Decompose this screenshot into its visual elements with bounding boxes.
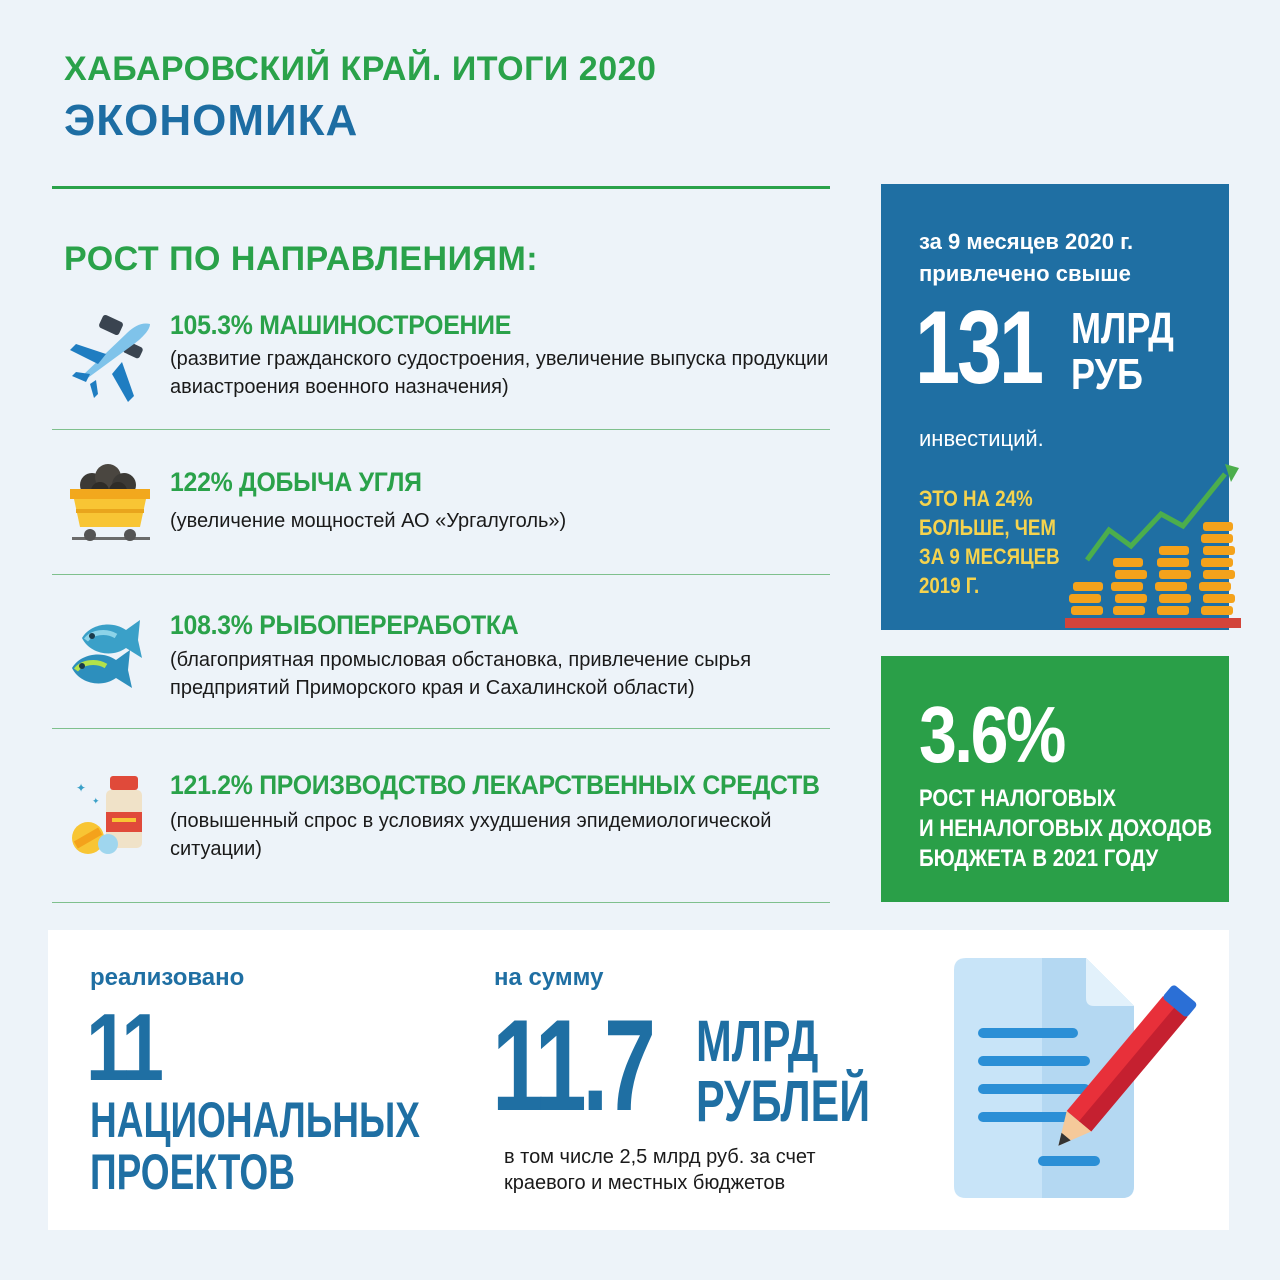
growth-item-title: 122% ДОБЫЧА УГЛЯ xyxy=(170,467,422,497)
investments-unit-line1: МЛРД xyxy=(1071,304,1174,353)
separator xyxy=(52,574,830,575)
sum-label: на сумму xyxy=(494,964,604,991)
investments-intro-line1: за 9 месяцев 2020 г. xyxy=(919,229,1134,254)
investments-comparison-line: ЭТО НА 24% xyxy=(919,486,1033,511)
growth-item-description: (повышенный спрос в условиях ухудшения эпидемиологической ситуации) xyxy=(170,810,772,860)
separator xyxy=(52,429,830,430)
sum-value: 11.7 xyxy=(492,992,652,1138)
coins-growth-chart-icon xyxy=(1065,460,1245,640)
investments-unit-line2: РУБ xyxy=(1071,350,1143,399)
growth-item-title: 105.3% МАШИНОСТРОЕНИЕ xyxy=(170,310,512,340)
investments-comparison-line: БОЛЬШЕ, ЧЕМ xyxy=(919,515,1056,540)
separator xyxy=(52,902,830,903)
fish-icon xyxy=(62,606,158,702)
investments-value: 131 xyxy=(915,290,1041,406)
header-divider xyxy=(52,186,830,189)
tax-line: И НЕНАЛОГОВЫХ ДОХОДОВ xyxy=(919,815,1213,842)
projects-value: 11 xyxy=(86,994,161,1101)
sum-unit-line2: РУБЛЕЙ xyxy=(696,1069,871,1134)
growth-item-title: 121.2% ПРОИЗВОДСТВО ЛЕКАРСТВЕННЫХ СРЕДСТВ xyxy=(170,770,820,800)
investments-caption: инвестиций. xyxy=(919,426,1044,451)
sum-note-line1: в том числе 2,5 млрд руб. за счет xyxy=(504,1146,816,1168)
page-title: ХАБАРОВСКИЙ КРАЙ. ИТОГИ 2020 xyxy=(64,50,657,88)
investments-comparison-line: 2019 Г. xyxy=(919,573,980,598)
projects-panel xyxy=(48,930,1229,1230)
projects-line: ПРОЕКТОВ xyxy=(90,1144,295,1200)
svg-text:✦: ✦ xyxy=(92,797,100,807)
page-subtitle: ЭКОНОМИКА xyxy=(64,96,359,145)
growth-heading: РОСТ ПО НАПРАВЛЕНИЯМ: xyxy=(64,240,539,278)
sum-note-line2: краевого и местных бюджетов xyxy=(504,1172,786,1194)
projects-line: НАЦИОНАЛЬНЫХ xyxy=(90,1092,420,1148)
tax-value: 3.6% xyxy=(919,690,1064,779)
svg-text:✦: ✦ xyxy=(76,781,87,795)
tax-line: БЮДЖЕТА В 2021 ГОДУ xyxy=(919,845,1159,872)
growth-item-description: (развитие гражданского судостроения, увеличение выпуска продукции авиастроения военного назначения) xyxy=(170,348,829,398)
tax-line: РОСТ НАЛОГОВЫХ xyxy=(919,785,1116,812)
growth-item-title: 108.3% РЫБОПЕРЕРАБОТКА xyxy=(170,610,519,640)
investments-comparison-line: ЗА 9 МЕСЯЦЕВ xyxy=(919,544,1060,569)
growth-item-description: (увеличение мощностей АО «Ургалуголь») xyxy=(170,510,567,532)
document-pencil-icon xyxy=(946,954,1206,1204)
investments-intro-line2: привлечено свыше xyxy=(919,261,1131,286)
tax-panel xyxy=(881,656,1229,902)
projects-label: реализовано xyxy=(90,964,245,991)
sum-unit-line1: МЛРД xyxy=(696,1009,819,1074)
coal-cart-icon xyxy=(62,457,158,553)
separator xyxy=(52,728,830,729)
medicine-icon xyxy=(62,770,158,866)
investments-panel xyxy=(881,184,1229,630)
growth-item-description: (благоприятная промысловая обстановка, привлечение сырья предприятий Приморского края и Сахалинской области) xyxy=(170,649,752,699)
airplane-icon xyxy=(62,314,158,410)
